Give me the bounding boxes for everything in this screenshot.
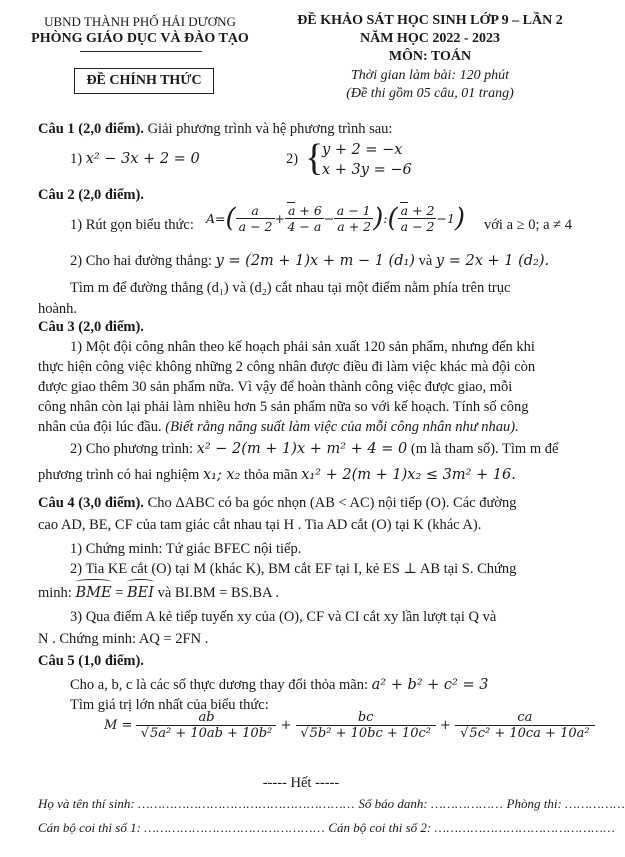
frac-b: $\frac{a + 6}{4 - a}$ xyxy=(285,203,324,234)
plus-1: + xyxy=(280,718,292,733)
q5-p1 xyxy=(70,674,488,696)
angle-bei: BEI xyxy=(127,582,154,604)
q3-p1-d: công nhân còn lại phải làm nhiều hơn 5 sản phẩm nữa so với kế hoạch. Tính số công xyxy=(38,399,529,415)
candidate-name-label: Họ và tên thí sinh: xyxy=(38,796,135,811)
q3-p2-param: (m là tham số). Tìm m để xyxy=(410,441,559,457)
candidate-number-field[interactable]: ……………… xyxy=(430,796,504,811)
q3-p1-note: (Biết rằng năng suất làm việc của mỗi công nhân như nhau). xyxy=(165,419,519,435)
q5-title: Câu 5 (1,0 điểm). xyxy=(38,653,144,669)
q2-p3-b: hoành. xyxy=(38,301,78,317)
subject: MÔN: TOÁN xyxy=(388,49,472,64)
official-box: ĐỀ CHÍNH THỨC xyxy=(74,68,214,94)
q4-p2-b-post: và BI.BM = BS.BA . xyxy=(157,585,279,601)
q1-p2-eq2: x + 3y = −6 xyxy=(322,162,412,178)
q4-p2-a: 2) Tia KE cắt (O) tại M (khác K), BM cắt EF tại I, kẻ ES ⊥ AB tại S. Chứng xyxy=(70,561,517,577)
fraction-1: $\frac{ab}{\text{√5a² + 10ab + 10b²}}$ xyxy=(136,710,276,741)
paren-open: ( xyxy=(225,203,236,234)
page-count: (Đề thi gồm 05 câu, 01 trang) xyxy=(346,86,514,101)
system-brace: { xyxy=(305,137,324,179)
q4-p3-a: 3) Qua điểm A kẻ tiếp tuyến xy của (O), CF và CI cắt xy lần lượt tại Q và xyxy=(70,609,497,625)
q3-p1-e-text: nhân của đội lúc đầu. xyxy=(38,419,162,435)
frac-c: $\frac{a - 1}{a + 2}$ xyxy=(334,203,373,234)
q3-p1-e xyxy=(38,416,519,438)
q2-p2-text: 2) Cho hai đường thẳng: xyxy=(70,253,212,269)
q1-p1-equation: x² − 3x + 2 = 0 xyxy=(85,151,200,167)
q5-constraint: a² + b² + c² = 3 xyxy=(371,677,489,693)
exam-room-field[interactable]: …………… xyxy=(565,796,625,811)
m-label: M = xyxy=(104,718,133,733)
fraction-2: $\frac{bc}{\text{√5b² + 10bc + 10c²}}$ xyxy=(296,710,436,741)
end-marker: ----- Hết ----- xyxy=(262,775,340,791)
q3-title: Câu 3 (2,0 điểm). xyxy=(38,319,144,335)
frac-d: $\frac{a + 2}{a - 2}$ xyxy=(398,203,437,234)
plus-2: + xyxy=(439,718,451,733)
proctor-line xyxy=(38,820,615,836)
q1-p2-eq1: y + 2 = −x xyxy=(322,142,403,158)
proctor1-field[interactable]: ……………………………………… xyxy=(144,820,326,835)
q2-p1-text: 1) Rút gọn biểu thức: xyxy=(70,217,194,233)
q3-part2 xyxy=(70,438,558,460)
q2-p1-condition: với a ≥ 0; a ≠ 4 xyxy=(484,217,573,233)
q3-p1-c: được giao thêm 30 sản phẩm nữa. Vì vậy để hoàn thành công việc được giao, mỗi xyxy=(38,379,513,395)
q1-title: Câu 1 (2,0 điểm). xyxy=(38,121,144,137)
q3-p1-a: 1) Một đội công nhân theo kế hoạch phải sản xuất 120 sản phẩm, nhưng đến khi xyxy=(70,339,535,355)
school-year: NĂM HỌC 2022 - 2023 xyxy=(360,31,500,46)
proctor2-label: Cán bộ coi thi số 2: xyxy=(328,820,432,835)
q1-p1-label: 1) xyxy=(70,151,83,167)
frac-a: $\frac{a}{a - 2}$ xyxy=(236,203,275,234)
q5-p2: Tìm giá trị lớn nhất của biểu thức: xyxy=(70,697,269,713)
header-left-line1: UBND THÀNH PHỐ HẢI DƯƠNG xyxy=(44,14,236,29)
q3-p2-roots: x₁; x₂ xyxy=(202,467,241,483)
exam-room-label: Phòng thi: xyxy=(506,796,562,811)
q4-p2-b-pre: minh: xyxy=(38,585,72,601)
q3-p1-b: thực hiện công việc không những 2 công nhân được điều đi làm việc khác mà đội còn xyxy=(38,359,536,375)
q3-p2-b: phương trình có hai nghiệm xyxy=(38,467,200,483)
q4-heading xyxy=(38,492,516,514)
angle-bme: BME xyxy=(75,582,111,604)
q3-p2-a: 2) Cho phương trình: xyxy=(70,441,194,457)
q1-p2-label: 2) xyxy=(286,151,299,167)
q2-p3-a: Tìm m để đường thẳng (d₁) và (d₂) cắt nhau tại một điểm nằm phía trên trục xyxy=(70,280,511,296)
q4-title: Câu 4 (3,0 điểm). xyxy=(38,495,144,511)
q1-intro: Giải phương trình và hệ phương trình sau: xyxy=(147,121,393,137)
proctor2-field[interactable]: ……………………………………… xyxy=(434,820,616,835)
q4-intro-a: Cho ΔABC có ba góc nhọn (AB < AC) nội tiếp (O). Các đường xyxy=(147,495,517,511)
q5-expression xyxy=(104,710,595,741)
q2-and: và xyxy=(418,253,433,269)
q3-p2-equation: x² − 2(m + 1)x + m² + 4 = 0 xyxy=(196,441,408,457)
q2-title: Câu 2 (2,0 điểm). xyxy=(38,187,144,203)
header-divider xyxy=(80,51,202,52)
q3-p2-c: thỏa mãn xyxy=(244,467,298,483)
q2-expression: A=( $\frac{a}{a - 2}$ + $\frac{a + 6}{4 - a}$ − $\frac{a - 1}{a + 2}$ ):( $\frac{a + 2}{a - 2}$ −1) xyxy=(206,203,466,234)
header-left-line2: PHÒNG GIÁO DỤC VÀ ĐÀO TẠO xyxy=(31,31,249,46)
q5-p1-a: Cho a, b, c là các số thực dương thay đổi thỏa mãn: xyxy=(70,677,369,693)
q3-p2-inequality: x₁² + 2(m + 1)x₂ ≤ 3m² + 16. xyxy=(301,467,516,483)
exam-title: ĐỀ KHẢO SÁT HỌC SINH LỚP 9 – LẦN 2 xyxy=(297,13,563,28)
q2-part2 xyxy=(70,250,549,272)
candidate-info-line xyxy=(38,796,625,812)
time-limit: Thời gian làm bài: 120 phút xyxy=(351,68,509,83)
angle-equals: = xyxy=(115,585,124,601)
q1-part2 xyxy=(286,148,298,170)
q1-part1 xyxy=(70,148,200,170)
q4-intro-b: cao AD, BE, CF của tam giác cắt nhau tại H . Tia AD cắt (O) tại K (khác A). xyxy=(38,517,482,533)
q2-line-d1: y = (2m + 1)x + m − 1 (d₁) xyxy=(215,253,415,269)
q3-part2-b xyxy=(38,464,516,486)
candidate-number-label: Số báo danh: xyxy=(358,796,428,811)
proctor1-label: Cán bộ coi thi số 1: xyxy=(38,820,141,835)
q4-p3-b: N . Chứng minh: AQ = 2FN . xyxy=(38,631,209,647)
fraction-3: $\frac{ca}{\text{√5c² + 10ca + 10a²}}$ xyxy=(455,710,595,741)
q4-p1: 1) Chứng minh: Tứ giác BFEC nội tiếp. xyxy=(70,541,302,557)
candidate-name-field[interactable]: ……………………………………………… xyxy=(138,796,356,811)
q4-p2-b xyxy=(38,582,279,604)
q2-line-d2: y = 2x + 1 (d₂). xyxy=(435,253,550,269)
